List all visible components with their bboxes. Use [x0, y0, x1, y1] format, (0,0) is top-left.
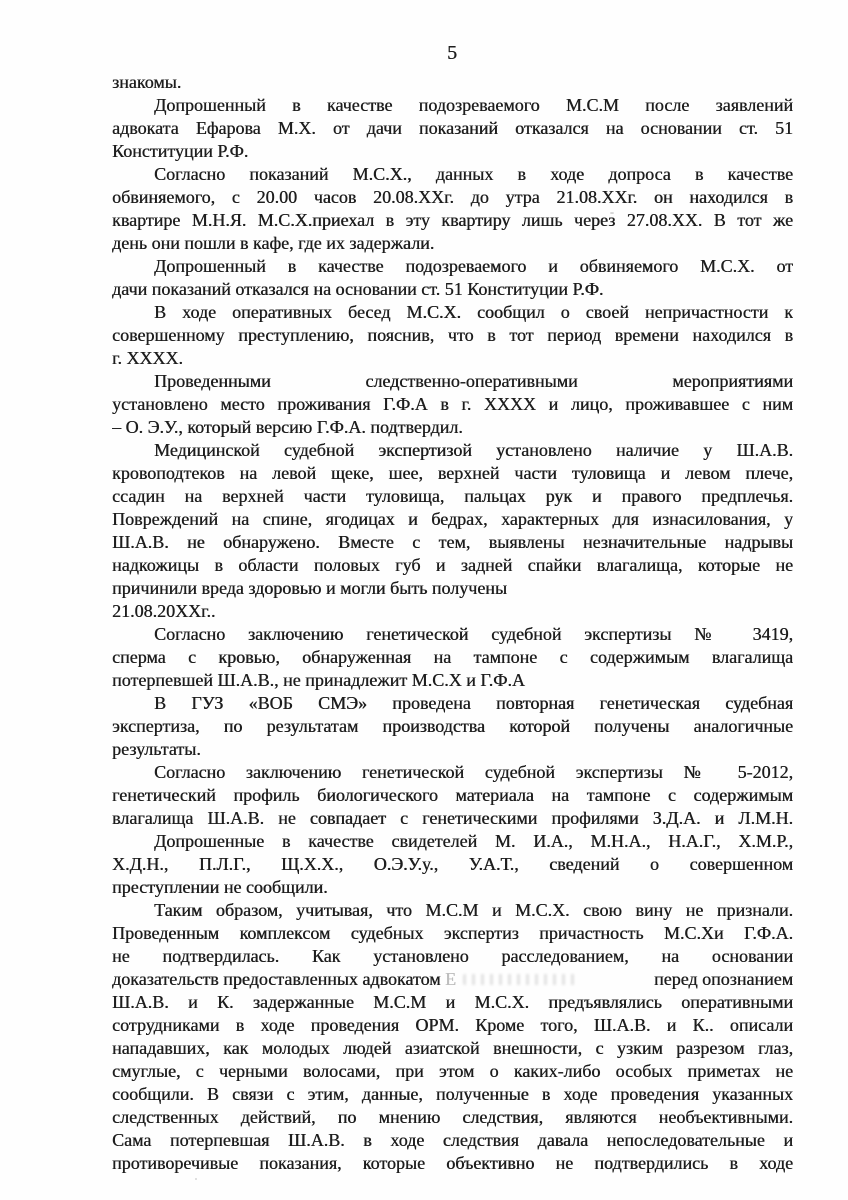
- text-line: В ходе оперативных бесед М.С.Х. сообщил о своей непричастности к: [154, 302, 793, 322]
- text-line: ссадин на верхней части туловища, пальцах рук и правого предплечья.: [112, 486, 793, 506]
- text-line: адвоката Ефарова М.Х. от дачи показаний отказался на основании ст. 51: [112, 118, 793, 138]
- scan-artifact: [300, 213, 303, 215]
- page-number: 5: [447, 42, 458, 64]
- text-line-with-erasure: [112, 968, 793, 991]
- text-line: обвиняемого, с 20.00 часов 20.08.ХХг. до утра 21.08.ХХг. он находился в: [112, 187, 793, 207]
- text-line: Повреждений на спине, ягодицах и бедрах, характерных для изнасилования, у: [112, 509, 793, 529]
- text-line: Ш.А.В. не обнаружено. Вместе с тем, выявлены незначительные надрывы: [112, 532, 793, 552]
- text-line: Медицинской судебной экспертизой установлено наличие у Ш.А.В.: [154, 440, 793, 460]
- text-line: Ш.А.В. и К. задержанные М.С.М и М.С.Х. предъявлялись оперативными: [112, 992, 793, 1012]
- text-line: сотрудниками в ходе проведения ОРМ. Кроме того, Ш.А.В. и К.. описали: [112, 1015, 793, 1035]
- text-line: сообщили. В связи с этим, данные, полученные в ходе проведения указанных: [112, 1084, 793, 1104]
- text-line: Конституции Р.Ф.: [112, 141, 249, 161]
- text-line: результаты.: [112, 739, 201, 759]
- text-line: Согласно заключению генетической судебной экспертизы № 5-2012,: [154, 762, 793, 782]
- text-line: причинили вреда здоровью и могли быть получены: [112, 578, 507, 598]
- text-line: знакомы.: [112, 72, 182, 92]
- faded-text: Е: [445, 969, 456, 989]
- text-line: день они пошли в кафе, где их задержали.: [112, 233, 435, 253]
- text-line: кровоподтеков на левой щеке, шее, верхней части туловища и левом плече,: [112, 463, 793, 483]
- text-line: Согласно показаний М.С.Х., данных в ходе допроса в качестве: [154, 164, 793, 184]
- text-line: Допрошенный в качестве подозреваемого М.С.М после заявлений: [154, 95, 793, 115]
- text-line: – О. Э.У., который версию Г.Ф.А. подтвердил.: [112, 417, 463, 437]
- text-line: установлено место проживания Г.Ф.А в г. ХХХХ и лицо, проживавшее с ним: [112, 394, 793, 414]
- text-line: сперма с кровью, обнаруженная на тампоне с содержимым влагалища: [112, 647, 793, 667]
- text-line: экспертиза, по результатам производства которой получены аналогичные: [112, 716, 793, 736]
- text-line: Согласно заключению генетической судебной экспертизы № 3419,: [154, 624, 793, 644]
- text-line: следственных действий, по мнению следствия, являются необъективными.: [112, 1107, 793, 1127]
- text-line: Таким образом, учитывая, что М.С.М и М.С.Х. свою вину не признали.: [154, 900, 793, 920]
- text-line: дачи показаний отказался на основании ст. 51 Конституции Р.Ф.: [112, 279, 604, 299]
- text-line: 21.08.20ХХг..: [112, 601, 216, 621]
- text-segment: доказательств предоставленных адвокатом Е: [112, 969, 456, 989]
- text-line: надкожицы в области половых губ и задней спайки влагалища, которые не: [112, 555, 793, 575]
- text-line: влагалища Ш.А.В. не совпадает с генетическими профилями З.Д.А. и Л.М.Н.: [112, 808, 793, 828]
- text-line: преступлении не сообщили.: [112, 877, 328, 897]
- text-line: В ГУЗ «ВОБ СМЭ» проведена повторная генетическая судебная: [154, 693, 793, 713]
- text-line: противоречивые показания, которые объективно не подтвердились в ходе: [112, 1153, 793, 1173]
- text-line: потерпевшей Ш.А.В., не принадлежит М.С.Х и Г.Ф.А: [112, 670, 525, 690]
- text-line: Проведенным комплексом судебных экспертиз причастность М.С.Хи Г.Ф.А.: [112, 923, 793, 943]
- scan-artifact: [610, 212, 614, 214]
- erased-text-smudge: [463, 974, 575, 985]
- text-line: смуглые, с черными волосами, при этом о каких-либо особых приметах не: [112, 1061, 793, 1081]
- text-line: Х.Д.Н., П.Л.Г., Щ.Х.Х., О.Э.У.у., У.А.Т., сведений о совершенном: [112, 854, 793, 874]
- text-line: Сама потерпевшая Ш.А.В. в ходе следствия давала непоследовательные и: [112, 1130, 793, 1150]
- text-line: не подтвердилась. Как установлено расследованием, на основании: [112, 946, 793, 966]
- scan-artifact: [195, 1178, 197, 1180]
- text-line: Проведенными следственно-оперативными мероприятиями: [154, 371, 793, 391]
- text-line: Допрошенный в качестве подозреваемого и обвиняемого М.С.Х. от: [154, 256, 793, 276]
- text-line: совершенному преступлению, пояснив, что в тот период времени находился в: [112, 325, 793, 345]
- text-line: г. ХХХХ.: [112, 348, 183, 368]
- text-line: Допрошенные в качестве свидетелей М. И.А., М.Н.А., Н.А.Г., Х.М.Р.,: [154, 831, 793, 851]
- text-segment: перед опознанием: [653, 969, 793, 989]
- text-line: квартире М.Н.Я. М.С.Х.приехал в эту квартиру лишь через 27.08.ХХ. В тот же: [112, 210, 793, 230]
- text-line: нападавших, как молодых людей азиатской внешности, с узким разрезом глаз,: [112, 1038, 793, 1058]
- text-line: генетический профиль биологического материала на тампоне с содержимым: [112, 785, 793, 805]
- document-body: [112, 71, 793, 1175]
